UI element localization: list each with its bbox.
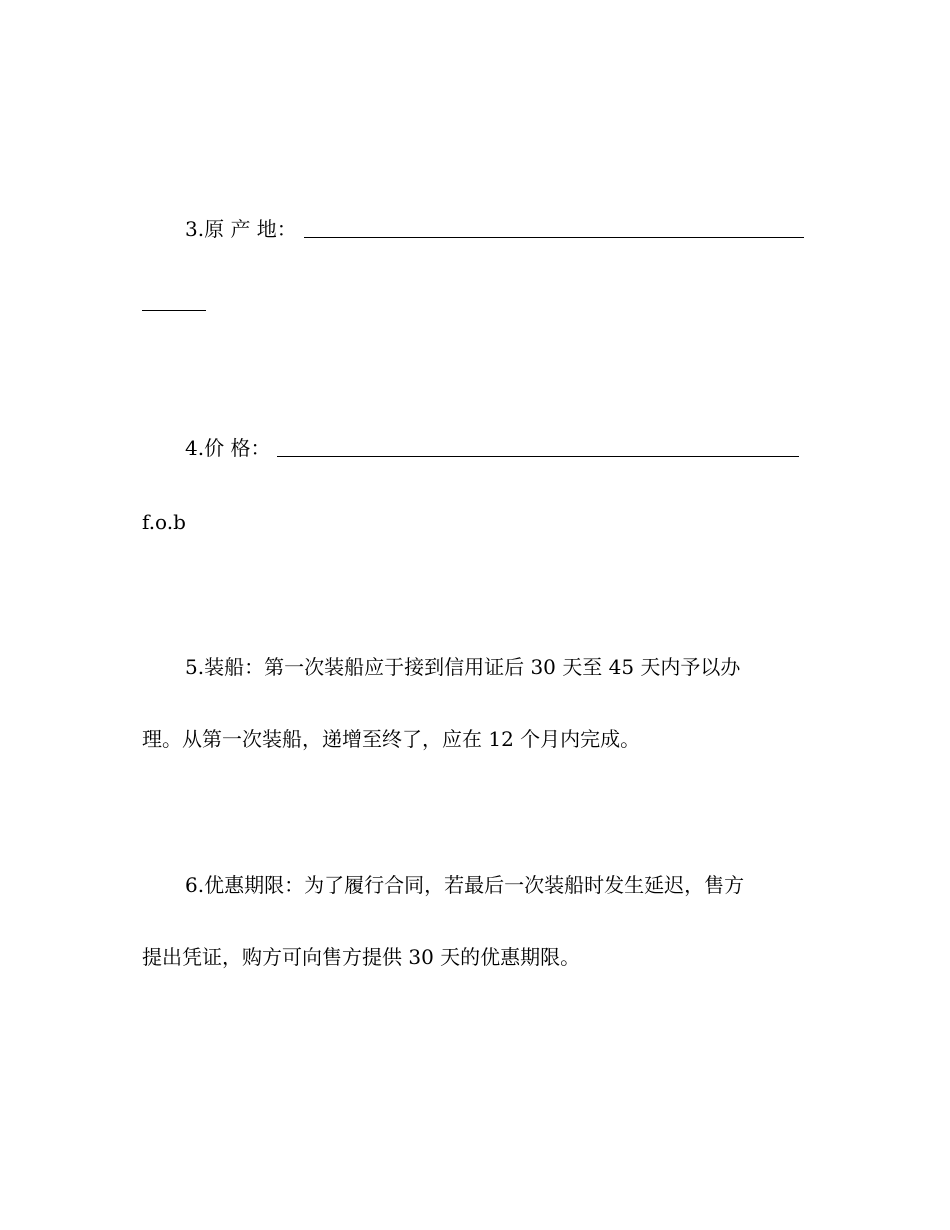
item-5-text-1: 装船：第一次装船应于接到信用证后 30 天至 45 天内予以办: [204, 655, 741, 679]
item-3-line: [0, 215, 950, 243]
item-4-blank-line: [277, 456, 799, 457]
item-6-line-2: 提出凭证，购方可向售方提供 30 天的优惠期限。: [142, 945, 581, 969]
item-3-label: 原 产 地：: [204, 217, 297, 241]
item-5-line-1: [0, 653, 950, 681]
item-3-blank-continuation: [142, 310, 206, 311]
item-6-text-1: 优惠期限：为了履行合同，若最后一次装船时发生延迟，售方: [204, 873, 745, 897]
item-4-line: [0, 434, 950, 462]
item-6-line-1: [0, 871, 950, 899]
item-4-number: 4.: [185, 436, 205, 460]
item-3-blank-line: [304, 237, 804, 238]
item-6-number: 6.: [185, 873, 205, 897]
item-5-line-2: 理。从第一次装船，递增至终了，应在 12 个月内完成。: [142, 727, 641, 751]
item-4-continuation: f.o.b: [142, 510, 186, 534]
item-3-number: 3.: [185, 217, 205, 241]
item-5-number: 5.: [185, 655, 205, 679]
item-4-label: 价 格：: [204, 436, 271, 460]
